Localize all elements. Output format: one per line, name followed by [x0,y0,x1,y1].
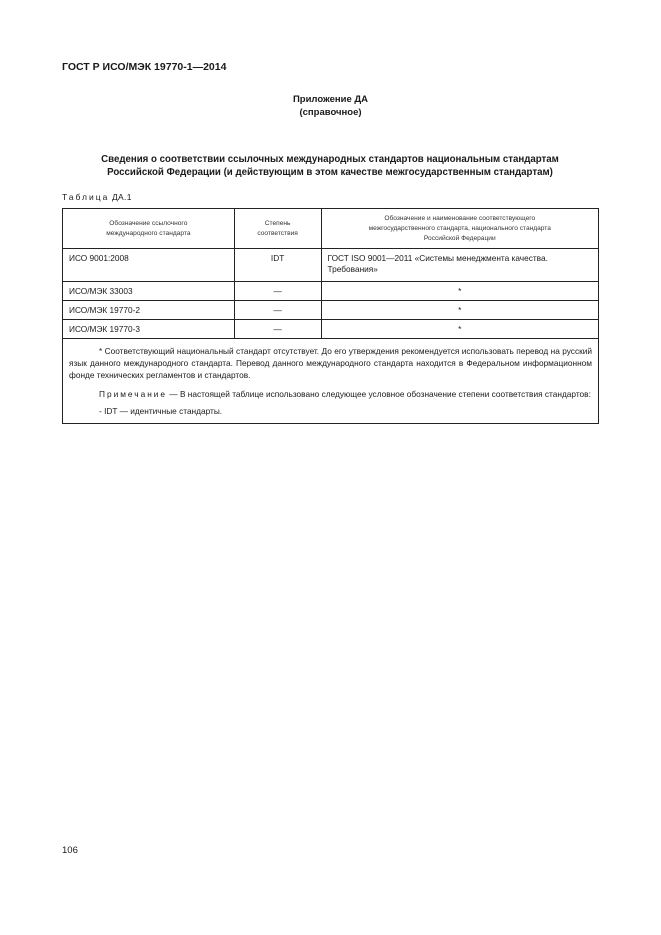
column-header-reference: Обозначение ссылочного международного стандарта [63,209,235,249]
cell-degree: IDT [234,249,321,282]
cell-degree: — [234,301,321,320]
note-text: — В настоящей таблице использовано следующее условное обозначение степени соответствия стандартов: [167,389,591,399]
cell-national: * [321,320,598,339]
section-title [40,153,620,179]
section-title-line-2: Российской Федерации (и действующим в этом качестве межгосударственным стандартам) [107,167,553,178]
appendix-heading [0,93,661,119]
cell-reference: ИСО/МЭК 19770-2 [63,301,235,320]
table-header-row [63,209,599,249]
cell-degree: — [234,320,321,339]
cell-national: * [321,282,598,301]
table-footer-row [63,339,599,424]
appendix-subtitle: (справочное) [299,107,362,118]
footnote-text: * Соответствующий национальный стандарт отсутствует. До его утверждения рекомендуется использовать перевод на русский язык данного международного стандарта. Перевод данного международного стандарта находится в Федеральном информационном фонде технических регламентов и стандартов. [69,346,592,380]
column-header-national: Обозначение и наименование соответствующего межгосударственного стандарта, национального стандарта Российской Федерации [321,209,598,249]
table-caption-word: Таблица [62,192,110,202]
correspondence-table [62,208,599,424]
cell-reference: ИСО/МЭК 33003 [63,282,235,301]
appendix-title: Приложение ДА [292,94,369,105]
table-row [63,301,599,320]
table-footnote-cell [63,339,599,424]
document-code: ГОСТ Р ИСО/МЭК 19770-1—2014 [62,61,227,73]
cell-national: * [321,301,598,320]
table-caption-number: ДА.1 [112,192,132,202]
table-row [63,320,599,339]
table-caption [62,192,132,202]
column-header-degree: Степень соответствия [234,209,321,249]
page-number: 106 [62,845,78,856]
cell-reference: ИСО 9001:2008 [63,249,235,282]
cell-degree: — [234,282,321,301]
cell-national: ГОСТ ISO 9001—2011 «Системы менеджмента качества. Требования» [321,249,598,282]
note-label: Примечание [99,389,168,399]
cell-reference: ИСО/МЭК 19770-3 [63,320,235,339]
note-paragraph [69,388,592,400]
section-title-line-1: Сведения о соответствии ссылочных международных стандартов национальным стандартам [101,154,559,165]
table-row [63,249,599,282]
idt-definition: - IDT — идентичные стандарты. [99,406,223,416]
table-row [63,282,599,301]
